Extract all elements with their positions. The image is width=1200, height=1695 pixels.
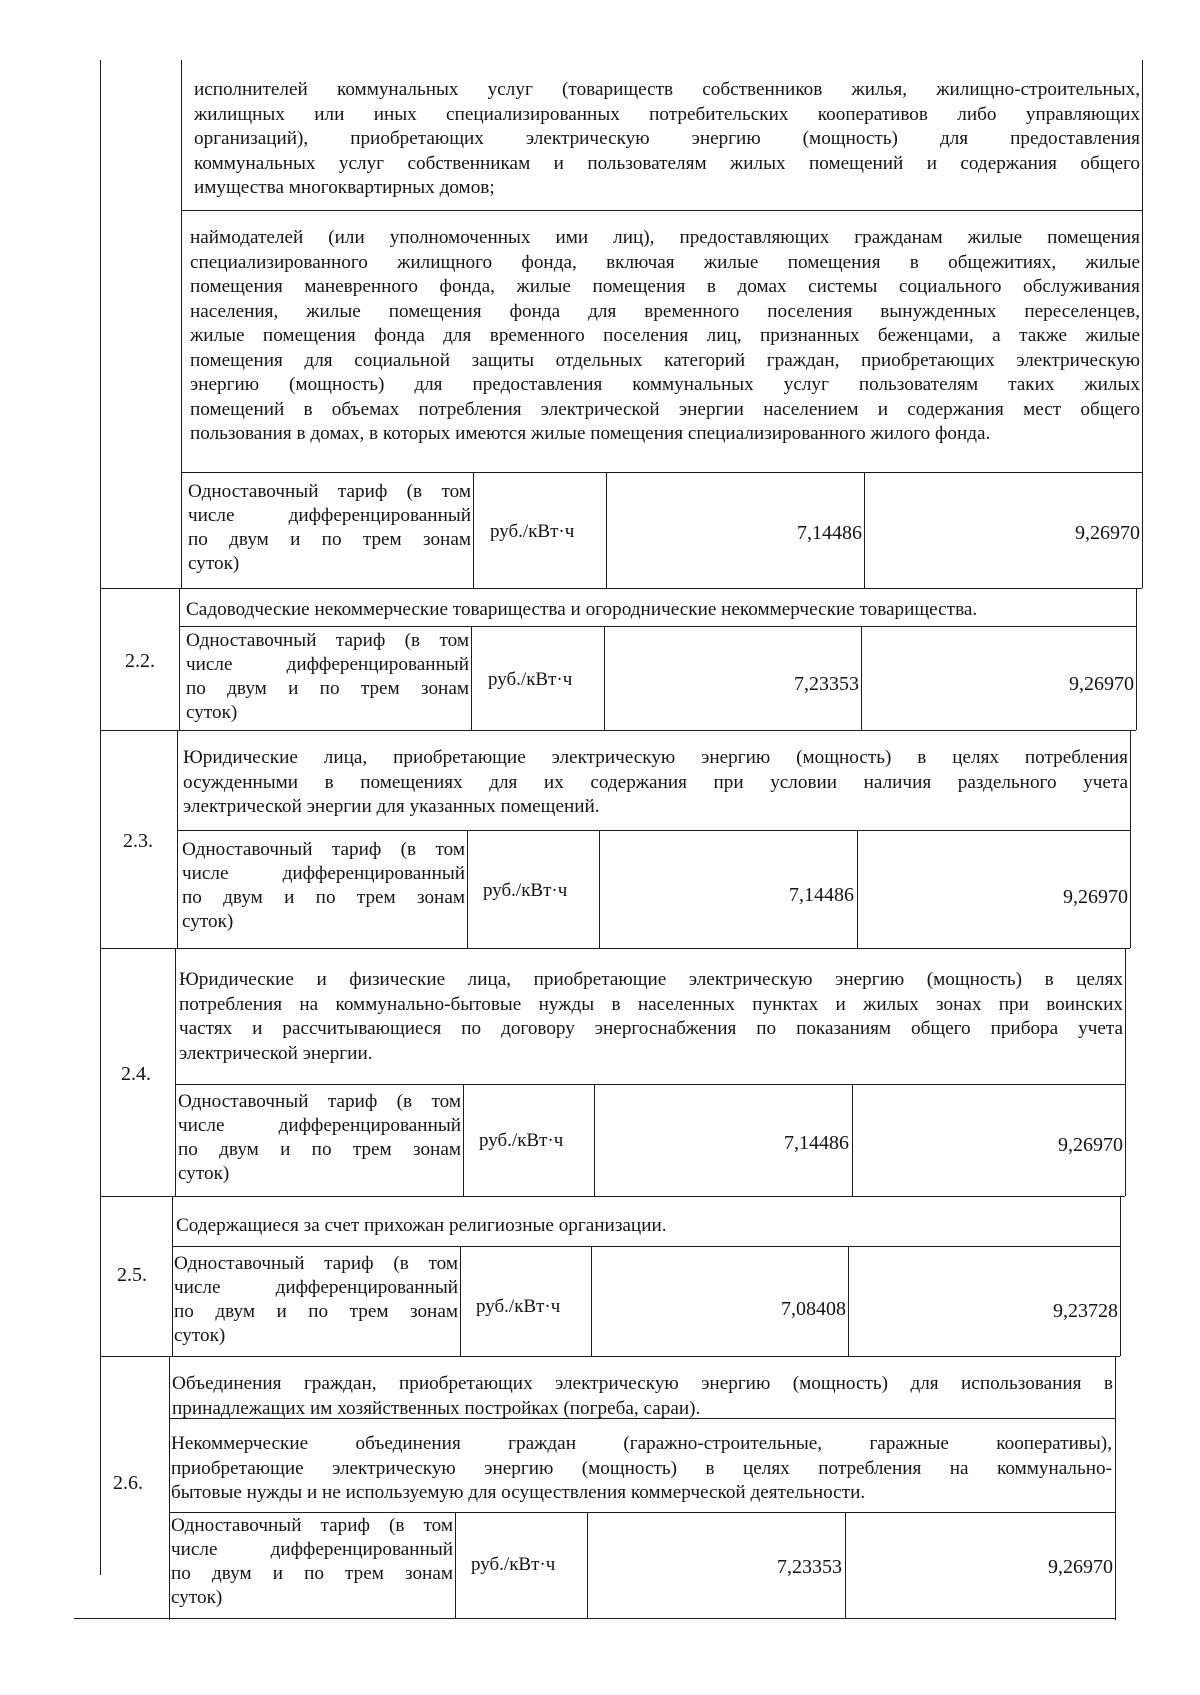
col-divider xyxy=(864,472,865,588)
text-line: по двум и по трем зонам xyxy=(186,678,469,699)
tariff-value-1: 7,14486 xyxy=(784,1132,849,1154)
col-divider xyxy=(599,830,600,948)
text-line: числе дифференцированный xyxy=(188,505,471,526)
text-line: Одноставочный тариф (в том xyxy=(188,481,471,502)
row-number: 2.6. xyxy=(113,1472,143,1494)
table-right-border xyxy=(1115,1356,1116,1620)
text-line: суток) xyxy=(174,1325,226,1346)
text-line: Юридические лица, приобретающие электрическую энергию (мощность) в целях потребления xyxy=(183,747,1128,768)
text-line: Одноставочный тариф (в том xyxy=(182,839,465,860)
tariff-value-2: 9,26970 xyxy=(1058,1134,1123,1156)
category-description xyxy=(171,1432,1112,1506)
text-line: Одноставочный тариф (в том xyxy=(178,1091,461,1112)
table-right-border xyxy=(1120,1196,1121,1356)
row-divider xyxy=(100,948,1130,949)
text-line: бытовые нужды и не используемую для осуществления коммерческой деятельности. xyxy=(171,1482,866,1503)
text-line: исполнителей коммунальных услуг (товариществ собственников жилья, жилищно-строительных, xyxy=(194,79,1140,100)
row-number: 2.2. xyxy=(125,650,155,672)
tariff-value-2: 9,26970 xyxy=(1048,1556,1113,1578)
paragraph-housing-contractors xyxy=(194,78,1140,201)
text-line: Объединения граждан, приобретающих электрическую энергию (мощность) для использования в xyxy=(172,1373,1113,1394)
tariff-label xyxy=(171,1514,453,1610)
col-divider xyxy=(848,1246,849,1356)
col-divider xyxy=(857,830,858,948)
col-divider xyxy=(460,1246,461,1356)
tariff-value-1: 7,14486 xyxy=(797,522,862,544)
text-line: числе дифференцированный xyxy=(186,654,469,675)
row-divider xyxy=(100,730,1136,731)
text-line: по двум и по трем зонам xyxy=(188,529,471,550)
text-line: Некоммерческие объединения граждан (гаражно-строительные, гаражные кооперативы), xyxy=(171,1433,1112,1454)
text-line: числе дифференцированный xyxy=(171,1539,453,1560)
unit-label: руб./кВт·ч xyxy=(476,1296,561,1317)
tariff-label xyxy=(186,629,469,725)
unit-label: руб./кВт·ч xyxy=(490,521,575,542)
row-divider xyxy=(100,588,1142,589)
text-line: населения, жилые помещения фонда для временного поселения вынужденных переселенцев, xyxy=(190,300,1140,322)
col-divider xyxy=(587,1512,588,1618)
table-right-border xyxy=(1130,730,1131,948)
text-line: пользования в домах, в которых имеются жилые помещения специализированного жилого фонда. xyxy=(190,423,991,444)
row-divider xyxy=(177,830,1130,831)
tariff-label xyxy=(178,1090,461,1186)
text-line: Одноставочный тариф (в том xyxy=(171,1515,453,1536)
num-col-divider xyxy=(181,60,182,588)
col-divider xyxy=(467,830,468,948)
text-line: энергию (мощность) для предоставления коммунальных услуг пользователям таких жилых xyxy=(190,374,1140,395)
text-line: Садоводческие некоммерческие товарищества и огороднические некоммерческие товарищества. xyxy=(186,599,978,620)
text-line: Одноставочный тариф (в том xyxy=(174,1253,458,1274)
text-line: организаций), приобретающих электрическую энергию (мощность) для предоставления xyxy=(194,128,1140,149)
unit-label: руб./кВт·ч xyxy=(479,1130,564,1151)
text-line: приобретающие электрическую энергию (мощность) в целях потребления на коммунально- xyxy=(171,1457,1112,1479)
text-line: по двум и по трем зонам xyxy=(171,1563,453,1584)
row-number: 2.3. xyxy=(123,830,153,852)
tariff-label xyxy=(182,838,465,934)
col-divider xyxy=(861,626,862,730)
text-line: Одноставочный тариф (в том xyxy=(186,630,469,651)
text-line: по двум и по трем зонам xyxy=(182,887,465,908)
text-line: принадлежащих им хозяйственных постройках (погреба, сараи). xyxy=(172,1397,701,1419)
table-right-border xyxy=(1142,60,1143,588)
col-divider xyxy=(591,1246,592,1356)
tariff-value-2: 9,23728 xyxy=(1053,1300,1118,1322)
text-line: числе дифференцированный xyxy=(178,1115,461,1136)
text-line: числе дифференцированный xyxy=(174,1277,458,1298)
text-line: суток) xyxy=(171,1587,223,1608)
tariff-value-1: 7,14486 xyxy=(789,884,854,906)
col-divider xyxy=(606,472,607,588)
text-line: помещения маневренного фонда, жилые помещения в домах системы социального обслуживания xyxy=(190,276,1140,297)
text-line: Юридические и физические лица, приобретающие электрическую энергию (мощность) в целях xyxy=(179,969,1123,990)
category-description xyxy=(179,968,1123,1066)
text-line: наймодателей (или уполномоченных ими лиц), предоставляющих гражданам жилые помещения xyxy=(190,227,1140,248)
text-line: специализированного жилищного фонда, включая жилые помещения в общежитиях, жилые xyxy=(190,251,1140,273)
col-divider xyxy=(845,1512,846,1618)
text-line: суток) xyxy=(178,1163,230,1184)
category-description xyxy=(183,746,1128,820)
col-divider xyxy=(473,472,474,588)
text-line: потребления на коммунально-бытовые нужды в населенных пунктах и жилых зонах при воинских xyxy=(179,993,1123,1015)
text-line: по двум и по трем зонам xyxy=(174,1301,458,1322)
table-right-border xyxy=(1125,948,1126,1196)
row-divider xyxy=(181,472,1142,473)
text-line: помещений в объемах потребления электрической энергии населением и содержания мест общего xyxy=(190,398,1140,420)
row-divider xyxy=(100,1196,1125,1197)
category-description xyxy=(176,1214,1118,1239)
row-number: 2.4. xyxy=(121,1063,151,1085)
text-line: осужденными в помещениях для их содержания при условии наличия раздельного учета xyxy=(183,771,1128,793)
table-bottom-border xyxy=(74,1618,1116,1619)
row-divider xyxy=(172,1246,1120,1247)
text-line: Содержащиеся за счет прихожан религиозные организации. xyxy=(176,1215,667,1236)
text-line: частях и рассчитывающиеся по договору энергоснабжения по показаниям общего прибора учета xyxy=(179,1018,1123,1039)
text-line: имущества многоквартирных домов; xyxy=(194,177,495,198)
row-divider xyxy=(100,1356,1120,1357)
unit-label: руб./кВт·ч xyxy=(488,669,573,690)
text-line: числе дифференцированный xyxy=(182,863,465,884)
table-right-border xyxy=(1136,588,1137,730)
paragraph-landlords xyxy=(190,226,1140,447)
row-divider xyxy=(181,210,1142,211)
text-line: жилые помещения фонда для временного поселения лиц, признанных беженцами, а также жилые xyxy=(190,325,1140,346)
col-divider xyxy=(604,626,605,730)
col-divider xyxy=(463,1084,464,1196)
col-divider xyxy=(455,1512,456,1618)
text-line: электрической энергии. xyxy=(179,1042,373,1064)
col-divider xyxy=(594,1084,595,1196)
col-divider xyxy=(471,626,472,730)
row-divider xyxy=(175,1084,1125,1085)
text-line: суток) xyxy=(186,702,238,723)
tariff-value-2: 9,26970 xyxy=(1063,886,1128,908)
text-line: электрической энергии для указанных помещений. xyxy=(183,796,600,817)
tariff-value-1: 7,08408 xyxy=(781,1298,846,1320)
tariff-value-1: 7,23353 xyxy=(777,1556,842,1578)
text-line: суток) xyxy=(188,553,240,574)
tariff-value-2: 9,26970 xyxy=(1069,673,1134,695)
text-line: по двум и по трем зонам xyxy=(178,1139,461,1160)
category-description xyxy=(186,598,1134,623)
tariff-label xyxy=(188,480,471,576)
col-divider xyxy=(852,1084,853,1196)
text-line: жилищных или иных специализированных потребительских кооперативов либо управляющих xyxy=(194,103,1140,125)
text-line: помещения для социальной защиты отдельных категорий граждан, приобретающих электрическую xyxy=(190,349,1140,371)
tariff-label xyxy=(174,1252,458,1348)
category-description xyxy=(172,1372,1113,1421)
tariff-value-2: 9,26970 xyxy=(1075,522,1140,544)
row-number: 2.5. xyxy=(117,1264,147,1286)
unit-label: руб./кВт·ч xyxy=(471,1554,556,1575)
unit-label: руб./кВт·ч xyxy=(483,880,568,901)
text-line: коммунальных услуг собственникам и пользователям жилых помещений и содержания общего xyxy=(194,152,1140,174)
text-line: суток) xyxy=(182,911,234,932)
tariff-value-1: 7,23353 xyxy=(794,673,859,695)
table-left-border xyxy=(100,60,101,1575)
row-divider xyxy=(179,626,1136,627)
